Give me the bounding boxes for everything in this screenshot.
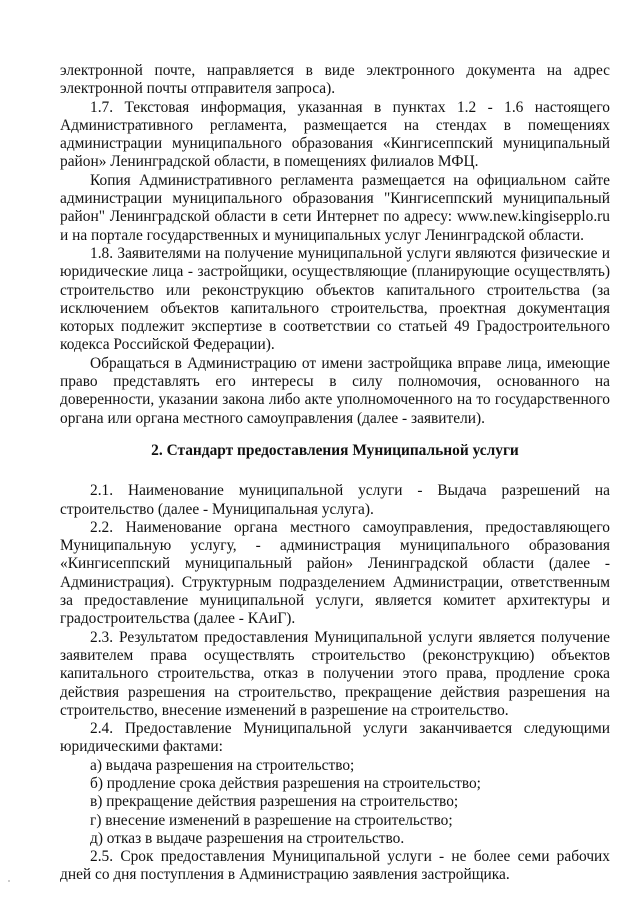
paragraph-2-5: 2.5. Срок предоставления Муниципальной услуги - не более семи рабочих дней со дня поступления в Администрацию заявления застройщика. [60, 848, 610, 884]
paragraph-applicants: Обращаться в Администрацию от имени застройщика вправе лица, имеющие право представлять его интересы в силу полномочия, основанного на доверенности, указании закона либо акте уполномоченного на то государственного органа или органа местного самоуправления (далее - заявители). [60, 354, 610, 427]
list-item: д) отказ в выдаче разрешения на строительство. [90, 829, 405, 847]
document-body [60, 62, 610, 885]
scan-speck [8, 880, 10, 882]
paragraph-continuation: электронной почте, направляется в виде электронного документа на адрес электронной почты отправителя запроса). [60, 62, 610, 98]
section-heading: 2. Стандарт предоставления Муниципальной услуги [151, 441, 519, 459]
list-item: а) выдача разрешения на строительство; [90, 756, 355, 774]
paragraph-2-2: 2.2. Наименование органа местного самоуправления, предоставляющего Муниципальную услугу, - администрация муниципального образования «Кингисеппский муниципальный район» Ленинградской области (далее - Администрация). Структурным подразделением Администрации, ответственным за предоставление муниципальной услуги, является комитет архитектуры и градостроительства (далее - КАиГ). [60, 518, 610, 628]
paragraph-2-3: 2.3. Результатом предоставления Муниципальной услуги является получение заявителем права осуществлять строительство (реконструкцию) объектов капитального строительства, отказ в получении этого права, продление срока действия разрешения на строительство, прекращение действия разрешения на строительство, внесение изменений в разрешение на строительство. [60, 628, 610, 719]
list-item: в) прекращение действия разрешения на строительство; [90, 793, 459, 811]
list-item: г) внесение изменений в разрешение на строительство; [90, 811, 453, 829]
paragraph-2-1: 2.1. Наименование муниципальной услуги - Выдача разрешений на строительство (далее - Муниципальная услуга). [60, 482, 610, 518]
paragraph-copy-regulation: Копия Административного регламента размещается на официальном сайте администрации муниципального образования "Кингисеппский муниципальный район" Ленинградской области в сети Интернет по адресу: www.new.kingiseppl​o.ru и на портале государственных и муниципальных услуг Ленинградской области. [60, 171, 610, 244]
paragraph-1-8: 1.8. Заявителями на получение муниципальной услуги являются физические и юридические лица - застройщики, осуществляющие (планирующие осуществлять) строительство или реконструкцию объектов капитального строительства (за исключением объектов капитального строительства, проектная документация которых подлежит экспертизе в соответствии со статьей 49 Градостроительного кодекса Российской Федерации). [60, 244, 610, 354]
paragraph-1-7: 1.7. Текстовая информация, указанная в пунктах 1.2 - 1.6 настоящего Административного регламента, размещается на стендах в помещениях администрации муниципального образования «Кингисеппский муниципальный район» Ленинградской области, в помещениях филиалов МФЦ. [60, 98, 610, 171]
list-item: б) продление срока действия разрешения на строительство; [90, 774, 481, 792]
paragraph-2-4: 2.4. Предоставление Муниципальной услуги заканчивается следующими юридическими фактами: [60, 720, 610, 756]
